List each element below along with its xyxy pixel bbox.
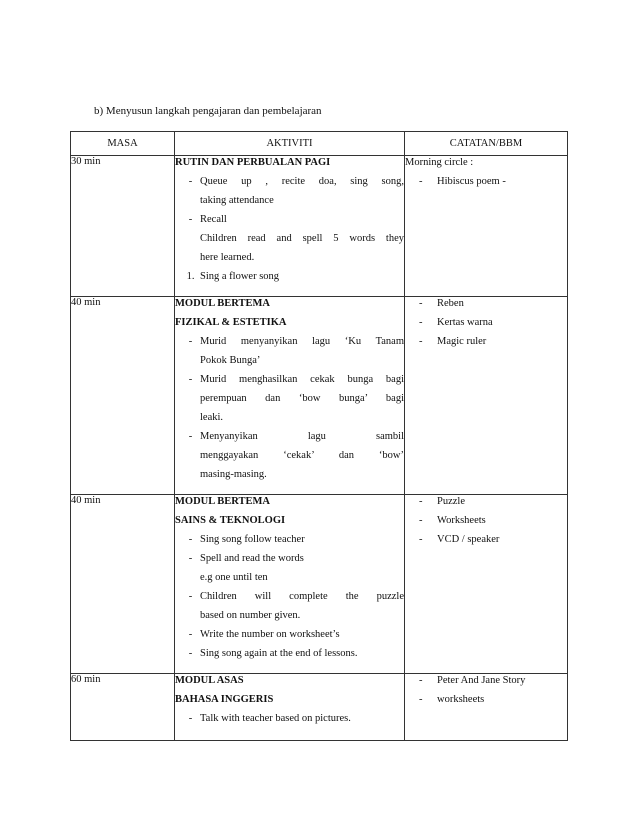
item-line: Spell and read the words [200,553,304,564]
item-line: Murid menyanyikan lagu ‘Ku Tanam [200,336,404,347]
item-text [200,590,404,628]
dash-marker: - [419,675,423,686]
catatan-text: Peter And Jane Story [437,675,526,686]
activity-item [175,712,404,731]
item-line: perempuan dan ‘bow bunga’ bagi [200,393,404,404]
module-title: RUTIN DAN PERBUALAN PAGI [175,157,331,168]
masa-cell: 30 min [71,156,175,297]
item-line: Recall [200,214,227,225]
dash-marker: - [419,534,423,545]
item-text [200,213,404,270]
masa-cell: 40 min [71,297,175,495]
catatan-cell [405,674,568,741]
dash-marker: - [419,694,423,705]
activity-item [175,175,404,213]
catatan-text: Magic ruler [437,336,487,347]
activity-item [175,373,404,430]
table-row [71,156,568,297]
catatan-item [405,297,567,311]
activity-item [175,533,404,552]
catatan-text: worksheets [437,694,485,705]
item-line: Talk with teacher based on pictures. [200,713,351,724]
catatan-text: Reben [437,298,464,309]
catatan-item [405,514,567,528]
header-aktiviti: AKTIVITI [175,132,405,156]
catatan-cell [405,156,568,297]
dash-marker: - [419,298,423,309]
item-marker: - [188,214,193,225]
activity-item [175,552,404,590]
item-line: Menyanyikan lagu sambil [200,431,404,442]
item-marker: - [188,591,193,602]
catatan-item [405,335,567,349]
item-text [200,712,404,731]
item-marker: 1. [186,271,195,282]
module-title: MODUL BERTEMA [175,496,271,507]
item-text [200,270,404,289]
aktiviti-cell [175,674,405,741]
item-marker: - [188,534,193,545]
dash-marker: - [419,317,423,328]
item-marker: - [188,629,193,640]
dash-marker: - [419,515,423,526]
activity-item [175,335,404,373]
item-line: Children will complete the puzzle [200,591,404,602]
item-marker: - [188,374,193,385]
module-title: MODUL BERTEMA [175,298,271,309]
activity-item [175,628,404,647]
item-marker: - [188,553,193,564]
table-row [71,674,568,741]
item-line: leaki. [200,412,224,423]
item-line: Murid menghasilkan cekak bunga bagi [200,374,404,385]
activity-item [175,590,404,628]
item-text [200,373,404,430]
header-masa: MASA [71,132,175,156]
item-line: e.g one until ten [200,572,268,583]
aktiviti-cell [175,156,405,297]
catatan-item [405,674,567,688]
item-marker: - [188,713,193,724]
item-text [200,335,404,373]
item-text [200,430,404,487]
masa-cell: 60 min [71,674,175,741]
item-line: Sing song follow teacher [200,534,305,545]
activity-item [175,270,404,289]
catatan-title: Morning circle : [405,157,474,168]
aktiviti-cell [175,495,405,674]
module-title: MODUL ASAS [175,675,244,686]
item-line: Sing song again at the end of lessons. [200,648,358,659]
activity-item [175,430,404,487]
item-line: masing-masing. [200,469,267,480]
catatan-text: Kertas warna [437,317,493,328]
item-marker: - [188,431,193,442]
item-marker: - [188,648,193,659]
catatan-item [405,533,567,547]
item-line: Sing a flower song [200,271,280,282]
table-row [71,495,568,674]
catatan-item [405,316,567,330]
module-title: BAHASA INGGERIS [175,694,274,705]
header-catatan: CATATAN/BBM [405,132,568,156]
item-text [200,628,404,647]
activity-item [175,647,404,666]
item-text [200,533,404,552]
catatan-item [405,175,567,189]
aktiviti-cell [175,297,405,495]
dash-marker: - [419,496,423,507]
catatan-text: Hibiscus poem - [437,176,506,187]
module-title: SAINS & TEKNOLOGI [175,515,286,526]
activity-item [175,213,404,270]
lesson-plan-table [70,131,568,741]
catatan-item [405,693,567,707]
table-row [71,297,568,495]
item-line: Queue up , recite doa, sing song, [200,176,404,187]
dash-marker: - [419,176,423,187]
catatan-cell [405,297,568,495]
dash-marker: - [419,336,423,347]
item-text [200,175,404,213]
module-title: FIZIKAL & ESTETIKA [175,317,287,328]
item-line: here learned. [200,252,255,263]
catatan-text: Worksheets [437,515,486,526]
item-line: Write the number on worksheet’s [200,629,340,640]
table-header-row [71,132,568,156]
catatan-text: VCD / speaker [437,534,500,545]
item-text [200,647,404,666]
item-line: taking attendance [200,195,274,206]
section-heading: b) Menyusun langkah pengajaran dan pembelajaran [94,105,322,117]
item-line: based on number given. [200,610,301,621]
catatan-cell [405,495,568,674]
item-marker: - [188,176,193,187]
item-line: Pokok Bunga’ [200,355,261,366]
catatan-item [405,495,567,509]
item-line: Children read and spell 5 words they [200,233,404,244]
item-marker: - [188,336,193,347]
catatan-text: Puzzle [437,496,465,507]
item-line: menggayakan ‘cekak’ dan ‘bow’ [200,450,404,461]
masa-cell: 40 min [71,495,175,674]
item-text [200,552,404,590]
